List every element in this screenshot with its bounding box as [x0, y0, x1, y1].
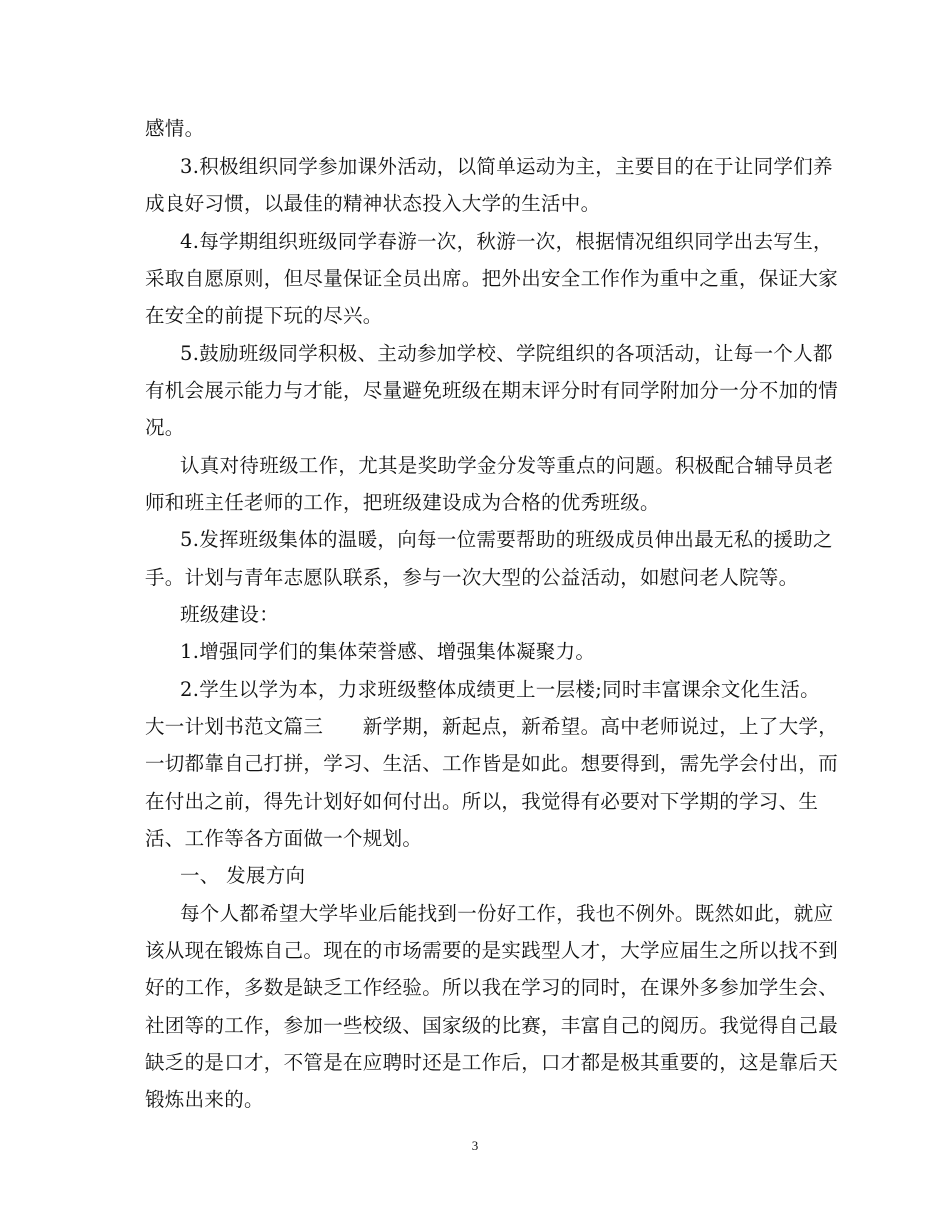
text-line: 好的工作，多数是缺乏工作经验。所以我在学习的同时，在课外多参加学生会、: [145, 976, 839, 999]
text-line: 在付出之前，得先计划好如何付出。所以，我觉得有必要对下学期的学习、生: [145, 790, 819, 813]
section-heading: 一、 发展方向: [180, 864, 306, 887]
text-line: 班级建设：: [180, 603, 280, 626]
text-line: 5.鼓励班级同学积极、主动参加学校、学院组织的各项活动，让每一个人都: [180, 342, 833, 365]
text-line: 一切都靠自己打拼，学习、生活、工作皆是如此。想要得到，需先学会付出，而: [145, 752, 839, 775]
text-line: 感情。: [145, 117, 205, 140]
text-line: 3.积极组织同学参加课外活动，以简单运动为主，主要目的在于让同学们养: [180, 155, 833, 178]
text-line: 采取自愿原则，但尽量保证全员出席。把外出安全工作作为重中之重，保证大家: [145, 267, 839, 290]
text-line: 社团等的工作，参加一些校级、国家级的比赛，丰富自己的阅历。我觉得自己最: [145, 1014, 839, 1037]
text-line: 该从现在锻炼自己。现在的市场需要的是实践型人才，大学应届生之所以找不到: [145, 939, 839, 962]
text-line: 大一计划书范文篇三 新学期，新起点，新希望。高中老师说过，上了大学，: [145, 715, 839, 738]
text-line: 锻炼出来的。: [145, 1088, 264, 1111]
text-line: 1.增强同学们的集体荣誉感、增强集体凝聚力。: [180, 640, 596, 663]
text-line: 5.发挥班级集体的温暖，向每一位需要帮助的班级成员伸出最无私的援助之: [180, 528, 833, 551]
text-line: 每个人都希望大学毕业后能找到一份好工作，我也不例外。既然如此，就应: [180, 902, 834, 925]
text-line: 在安全的前提下玩的尽兴。: [145, 304, 383, 327]
text-line: 有机会展示能力与才能，尽量避免班级在期末评分时有同学附加分一分不加的情: [145, 379, 839, 402]
text-line: 活、工作等各方面做一个规划。: [145, 827, 423, 850]
text-line: 手。计划与青年志愿队联系，参与一次大型的公益活动，如慰问老人院等。: [145, 566, 799, 589]
text-line: 2.学生以学为本，力求班级整体成绩更上一层楼;同时丰富课余文化生活。: [180, 678, 820, 701]
page-number: 3: [471, 1138, 479, 1153]
text-line: 缺乏的是口才，不管是在应聘时还是工作后，口才都是极其重要的，这是靠后天: [145, 1051, 839, 1074]
text-line: 师和班主任老师的工作，把班级建设成为合格的优秀班级。: [145, 491, 660, 514]
text-line: 成良好习惯，以最佳的精神状态投入大学的生活中。: [145, 192, 601, 215]
text-line: 4.每学期组织班级同学春游一次，秋游一次，根据情况组织同学出去写生，: [180, 230, 833, 253]
text-line: 况。: [145, 416, 185, 439]
text-line: 认真对待班级工作，尤其是奖助学金分发等重点的问题。积极配合辅导员老: [180, 454, 834, 477]
